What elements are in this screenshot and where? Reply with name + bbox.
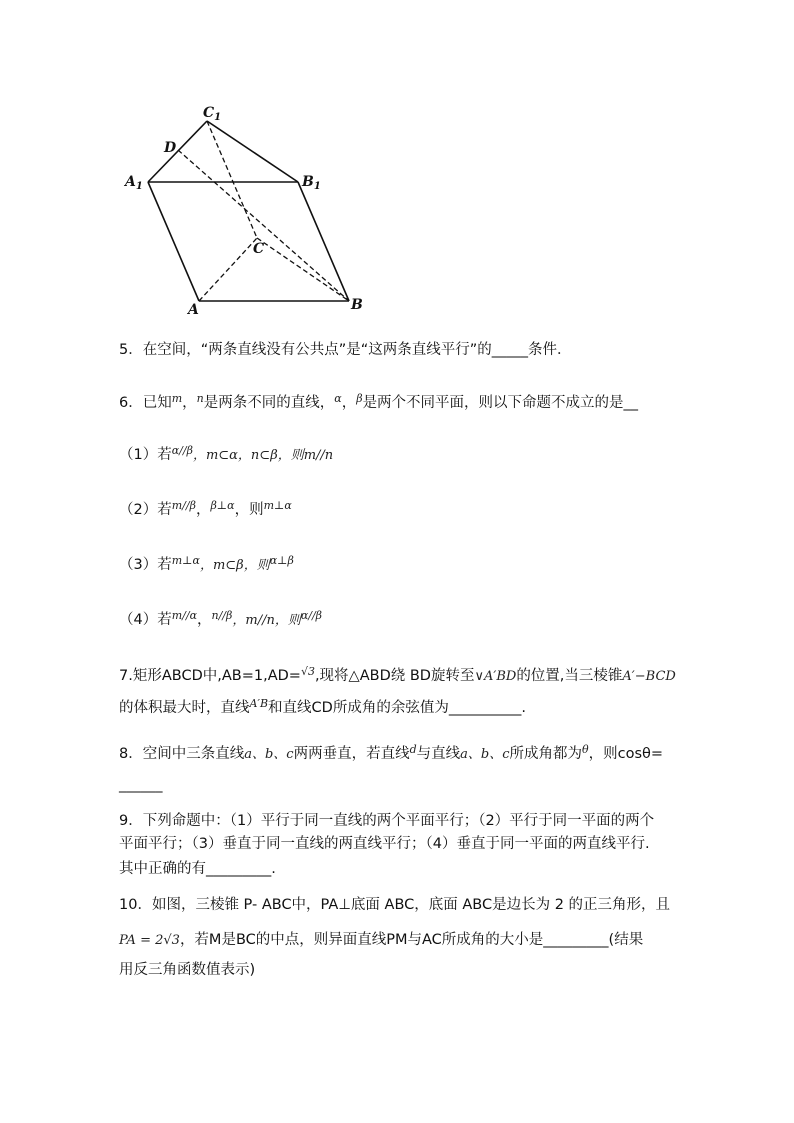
label-c1: $C_1$ [203,105,222,123]
q8-text-4: 所成角都为 [509,746,582,762]
q6-var-n: n [196,392,204,405]
q6-text-4: ， [341,395,357,411]
opt3-formula-1: m⊥α [171,554,200,567]
label-b: B [351,297,363,313]
opt3-rest: ，m⊂β，则 [199,558,270,573]
question-7-line-1 [119,662,676,687]
q6-text-3: 是两条不同的直线， [203,395,335,411]
q7-line-ab: A′B [249,697,269,710]
option-2 [119,496,292,520]
question-5: 5．在空间，“两条直线没有公共点”是“这两条直线平行”的_____条件． [119,342,572,358]
opt3-formula-2: α⊥β [269,554,294,567]
option-1 [119,441,333,466]
label-b1: $B_1$ [302,174,321,192]
question-8-line-1 [119,740,663,765]
question-9-line-3: 其中正确的有_________. [119,861,276,877]
q8-text-3: 与直线 [416,746,461,762]
opt2-formula-1: m//β [171,499,196,512]
q8-text-1: 8．空间中三条直线 [119,746,245,762]
option-4 [119,606,322,631]
question-8-line-2: ______ [119,777,163,793]
label-d: D [164,140,177,156]
option-3 [119,551,294,576]
opt1-formula: α//β [171,444,193,457]
q7-pyramid: A′−BCD [622,669,676,684]
question-10-line-1: 10．如图，三棱锥 P- ABC中，PA⊥底面 ABC，底面 ABC是边长为 2 的正三角形，且 [119,897,671,913]
opt4-rest: ，m//n，则 [232,613,301,628]
opt3-prefix: （3）若 [119,557,172,573]
q7-triangle: ∨A′BD [474,669,517,684]
opt2-formula-2: β⊥α [210,499,235,512]
label-a: A [188,302,199,318]
q8-text-5: ，则cosθ= [588,746,664,762]
question-7-line-2 [119,694,526,718]
question-10-line-3: 用反三角函数值表示) [119,962,256,978]
label-a1: $A_1$ [125,174,143,192]
q8-lines-2: a、b、c [460,747,510,762]
opt2-then: ，则 [234,502,264,518]
opt1-rest: ，m⊂α，n⊂β，则m//n [192,448,334,463]
q6-var-m: m [171,392,183,405]
opt2-prefix: （2）若 [119,502,172,518]
q8-line-d: d [409,743,417,756]
opt4-sep: ， [197,612,212,628]
opt4-prefix: （4）若 [119,612,172,628]
prism-hidden-edges [178,121,349,301]
q10-text: ，若M是BC的中点，则异面直线PM与AC所成角的大小是_________(结果 [179,932,644,948]
q8-text-2: 两两垂直，若直线 [293,746,410,762]
edge-a1-c1 [148,121,207,182]
opt1-prefix: （1）若 [119,447,172,463]
q6-var-alpha: α [334,392,342,405]
question-9-line-2: 平面平行；（3）垂直于同一直线的两直线平行；（4）垂直于同一平面的两直线平行. [119,836,650,852]
q6-text-1: 6．已知 [119,395,172,411]
opt4-formula-2: n//β [211,609,233,622]
edge-a1-a [148,182,199,301]
opt4-formula-3: α//β [300,609,323,622]
q7-text-2: ,现将△ABD绕 BD旋转至 [314,668,475,684]
q7-text-1: 7.矩形ABCD中,AB=1,AD= [119,668,301,684]
q7-text-3: 的位置,当三棱锥 [516,668,623,684]
q8-theta: θ [582,743,589,756]
opt2-sep: ， [195,502,211,518]
question-6 [119,389,638,413]
opt4-formula-1: m//α [171,609,198,622]
segment-d-b [178,150,349,301]
q7-text-5: 和直线CD所成角的余弦值为__________. [268,700,526,716]
edge-a-c [199,238,257,301]
q8-lines-1: a、b、c [244,747,294,762]
q6-text-2: ， [182,395,197,411]
question-9-line-1: 9．下列命题中：（1）平行于同一直线的两个平面平行；（2）平行于同一平面的两个 [119,813,655,829]
q7-text-4: 的体积最大时，直线 [119,700,250,716]
q6-text-5: 是两个不同平面，则以下命题不成立的是__ [362,395,639,411]
q7-sqrt3: √3 [300,665,315,678]
prism-figure [115,95,375,325]
q6-var-beta: β [356,392,363,405]
opt2-formula-3: m⊥α [263,499,292,512]
question-10-line-2 [119,930,643,951]
label-c: C [253,241,265,257]
q10-pa-formula: PA = 2√3 [119,933,180,948]
